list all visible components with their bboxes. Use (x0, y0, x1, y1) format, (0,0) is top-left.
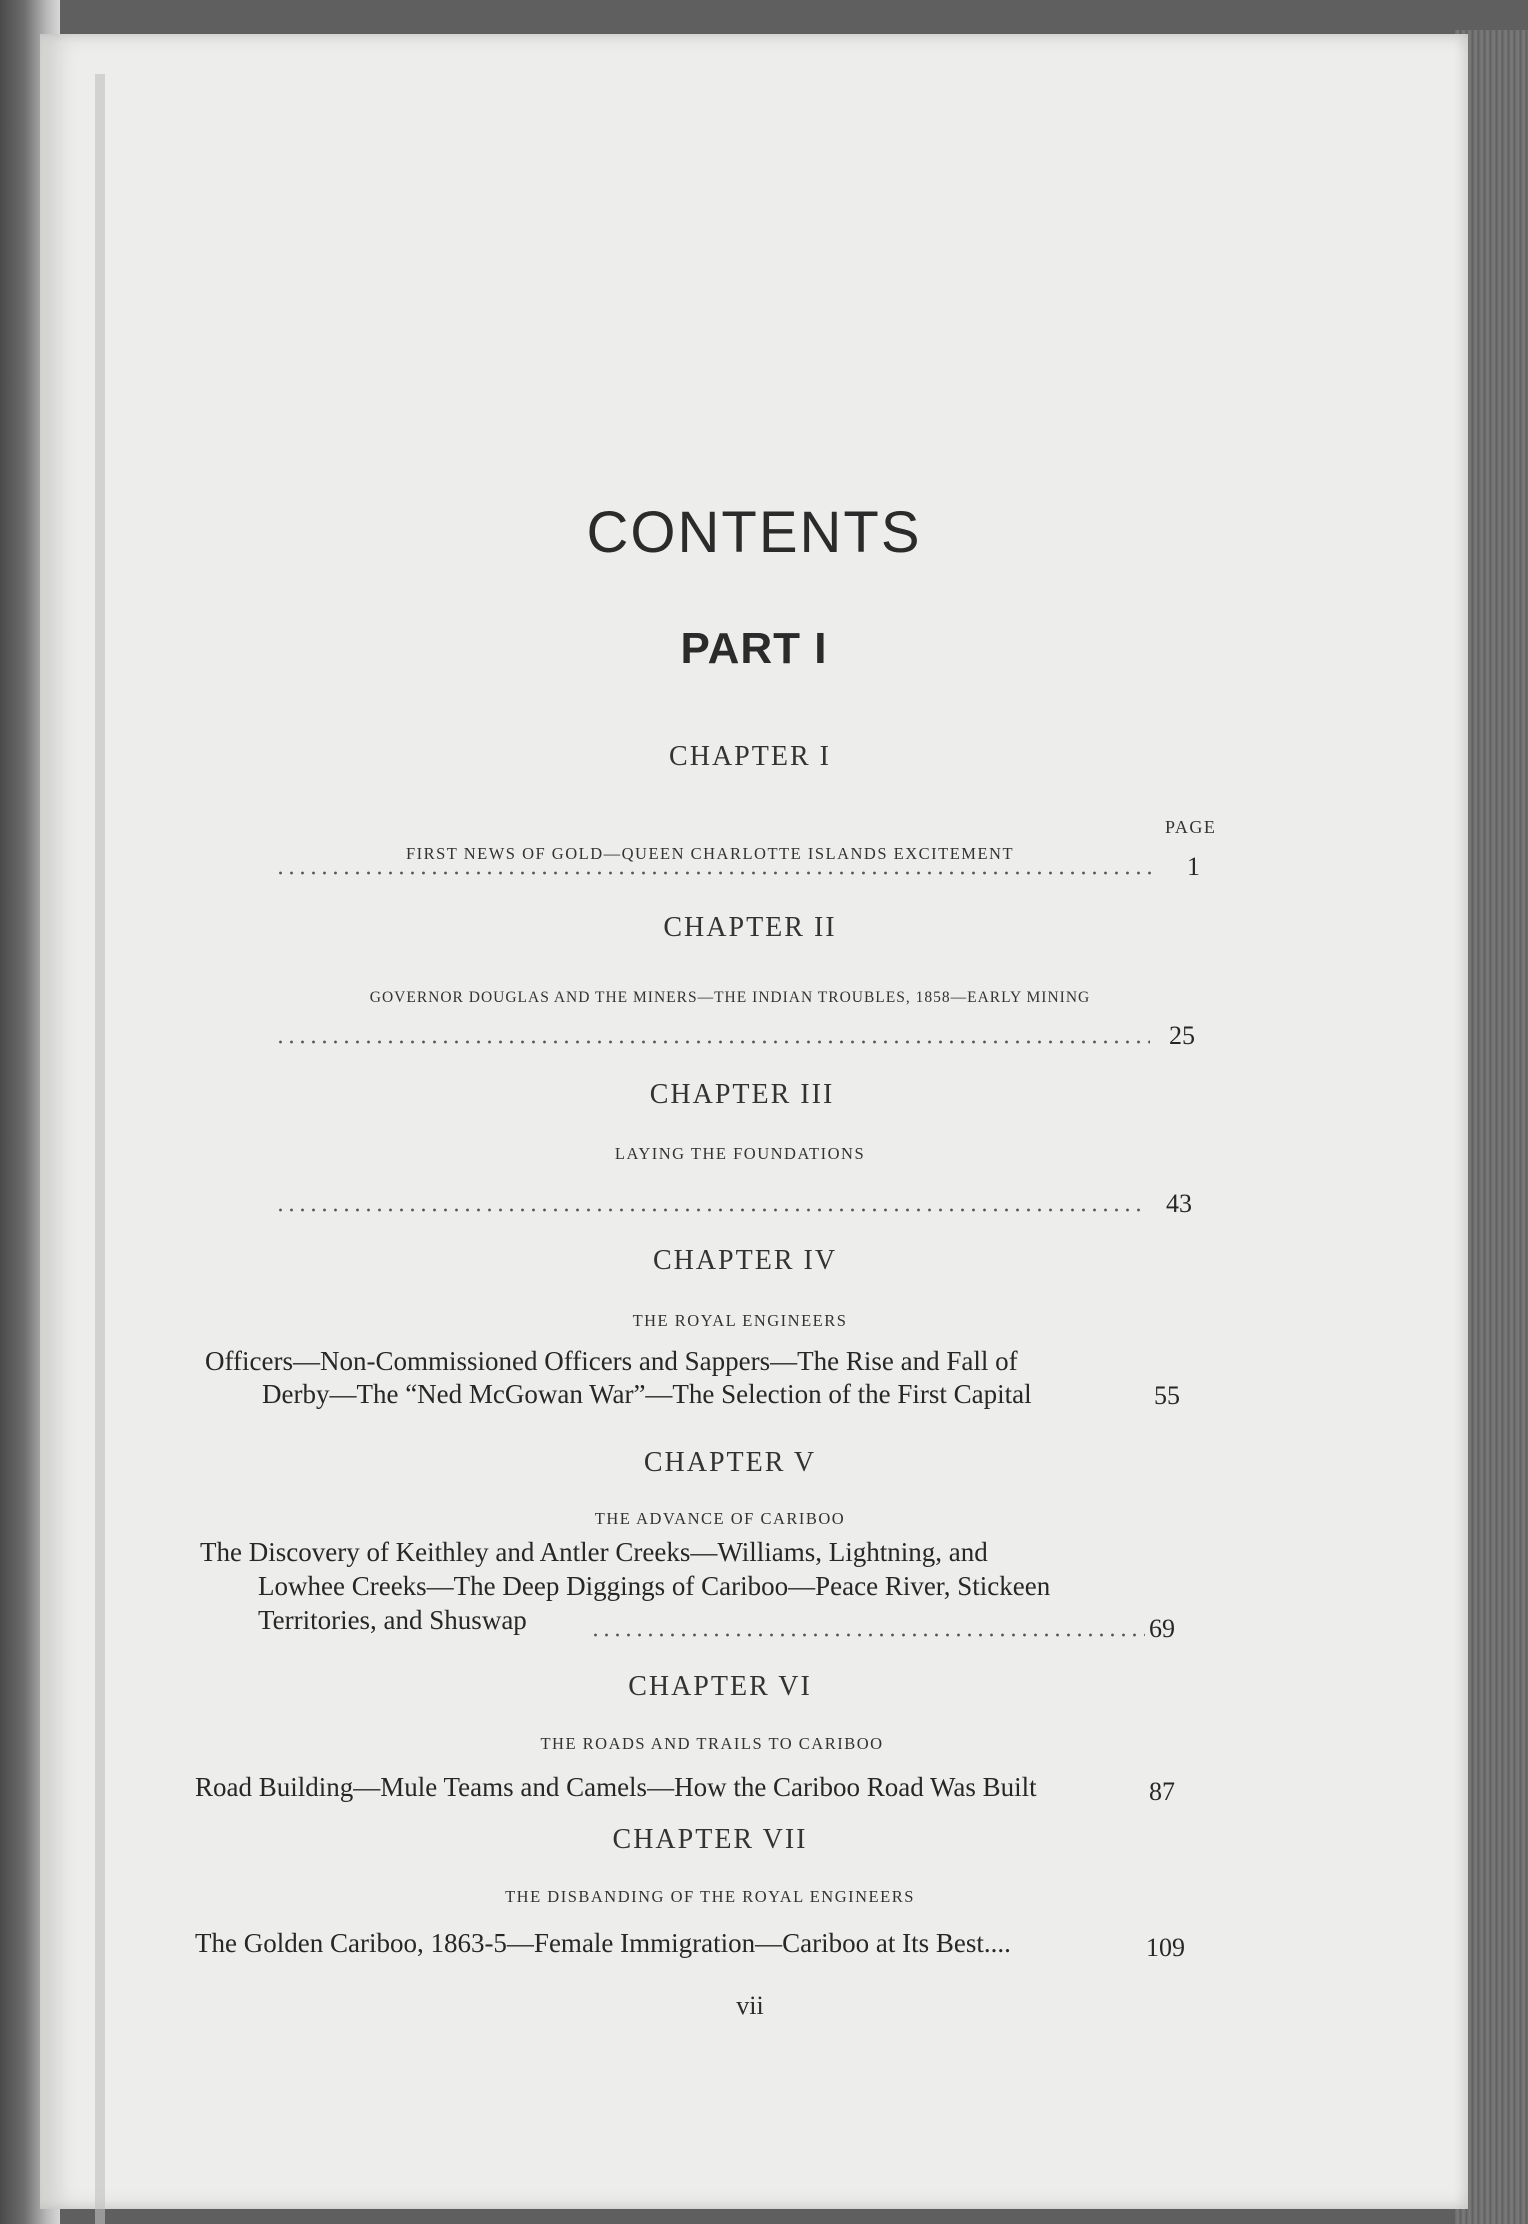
chapter-heading-1: CHAPTER I (669, 741, 831, 772)
page-number-4: 55 (1154, 1381, 1180, 1410)
chapter-subtitle-2: GOVERNOR DOUGLAS AND THE MINERS—THE INDIAN TROUBLES, 1858—EARLY MINING (369, 989, 1091, 1006)
chapter-5-line-3: Territories, and Shuswap (258, 1605, 527, 1635)
chapter-4-line-2: Derby—The “Ned McGowan War”—The Selection of the First Capital (262, 1379, 1032, 1409)
chapter-subtitle-5: THE ADVANCE OF CARIBOO (594, 1509, 846, 1528)
chapter-7-line-1: The Golden Cariboo, 1863-5—Female Immigration—Cariboo at Its Best.... (195, 1928, 1011, 1958)
book-page (40, 34, 1468, 2209)
chapter-5-line-1: The Discovery of Keithley and Antler Creeks—Williams, Lightning, and (200, 1537, 988, 1567)
leader-dots-3 (275, 1207, 1145, 1213)
contents-title: CONTENTS (586, 500, 922, 565)
chapter-6-line-1: Road Building—Mule Teams and Camels—How the Cariboo Road Was Built (195, 1772, 1037, 1802)
page-number-1: 1 (1187, 852, 1200, 881)
chapter-5-line-2: Lowhee Creeks—The Deep Diggings of Cariboo—Peace River, Stickeen (258, 1571, 1051, 1601)
page-number-5: 69 (1149, 1614, 1175, 1643)
chapter-subtitle-3: LAYING THE FOUNDATIONS (614, 1144, 866, 1163)
page-number-2: 25 (1169, 1021, 1195, 1050)
folio-page-number: vii (736, 1991, 764, 2020)
page-number-6: 87 (1149, 1777, 1175, 1806)
page-column-label: PAGE (1165, 817, 1217, 837)
page-number-7: 109 (1146, 1933, 1185, 1962)
leader-dots-5 (590, 1632, 1145, 1638)
chapter-subtitle-7: THE DISBANDING OF THE ROYAL ENGINEERS (505, 1887, 915, 1906)
chapter-heading-4: CHAPTER IV (652, 1245, 838, 1276)
chapter-heading-3: CHAPTER III (649, 1079, 835, 1110)
chapter-4-line-1: Officers—Non-Commissioned Officers and Sappers—The Rise and Fall of (205, 1346, 1018, 1376)
chapter-subtitle-6: THE ROADS AND TRAILS TO CARIBOO (540, 1734, 884, 1753)
chapter-subtitle-4: THE ROYAL ENGINEERS (632, 1311, 848, 1330)
chapter-heading-7: CHAPTER VII (612, 1824, 808, 1855)
chapter-heading-6: CHAPTER VI (628, 1671, 812, 1702)
part-heading: PART I (680, 624, 828, 673)
leader-dots-1 (275, 870, 1155, 876)
chapter-heading-2: CHAPTER II (663, 912, 837, 943)
leader-dots-2 (275, 1039, 1150, 1045)
chapter-heading-5: CHAPTER V (643, 1447, 817, 1478)
chapter-subtitle-1: FIRST NEWS OF GOLD—QUEEN CHARLOTTE ISLANDS EXCITEMENT (405, 844, 1015, 863)
page-number-3: 43 (1166, 1189, 1192, 1218)
